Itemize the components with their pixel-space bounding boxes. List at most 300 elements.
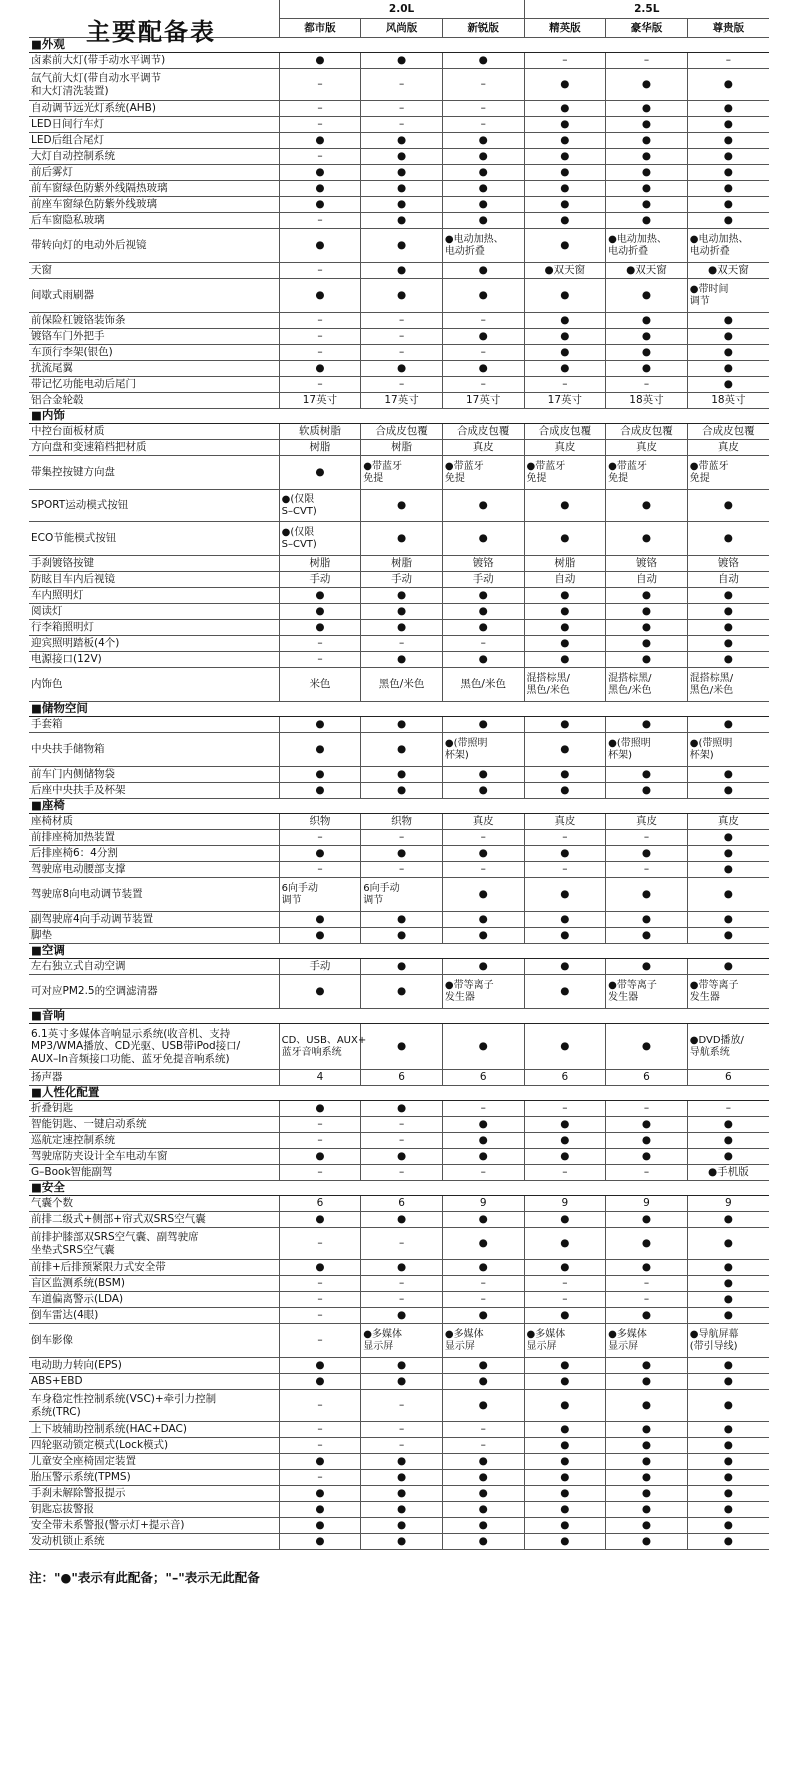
feature-value: 真皮 [524,814,606,830]
feature-value: ● [524,181,606,197]
feature-row [29,1212,769,1228]
feature-value: ● [279,1101,361,1117]
feature-label: 镀铬车门外把手 [29,329,279,345]
feature-label: 方向盘和变速箱档把材质 [29,440,279,456]
feature-value: ● [687,213,769,229]
feature-row [29,165,769,181]
feature-value: ● [606,69,688,101]
feature-value: ● [279,229,361,263]
feature-value: ● [687,830,769,846]
feature-label: 脚垫 [29,928,279,944]
feature-value: – [279,377,361,393]
feature-row [29,1149,769,1165]
feature-value: ● [524,133,606,149]
feature-row [29,1196,769,1212]
feature-row [29,1165,769,1181]
feature-value: – [361,1228,443,1260]
feature-row [29,1390,769,1422]
feature-value: ● [361,1260,443,1276]
feature-value: 自动 [687,572,769,588]
feature-label: 后座中央扶手及杯架 [29,783,279,799]
feature-value: ● [442,181,524,197]
feature-value: ● [442,767,524,783]
feature-value: ●带时间 调节 [687,279,769,313]
feature-value: 6 [687,1070,769,1086]
feature-value: ●带蓝牙 免提 [687,456,769,490]
feature-row [29,456,769,490]
feature-value: ● [524,1117,606,1133]
feature-label: 手套箱 [29,717,279,733]
feature-value: 自动 [524,572,606,588]
feature-value: 手动 [279,572,361,588]
feature-value: ● [524,1534,606,1550]
feature-value: ● [687,1292,769,1308]
feature-row [29,1292,769,1308]
feature-value: ● [361,1101,443,1117]
feature-value: – [606,377,688,393]
feature-value: 合成皮包覆 [361,424,443,440]
feature-value: ● [606,1438,688,1454]
feature-value: – [524,1292,606,1308]
feature-value: ● [361,928,443,944]
feature-value: ● [606,1518,688,1534]
feature-value: ● [524,1502,606,1518]
feature-value: ●带等离子 发生器 [442,975,524,1009]
feature-value: 6 [361,1070,443,1086]
feature-value: ● [442,490,524,522]
feature-value: ●电动加热、 电动折叠 [687,229,769,263]
feature-row [29,588,769,604]
feature-row [29,1486,769,1502]
feature-value: ● [442,1518,524,1534]
feature-value: ● [524,329,606,345]
feature-value: 4 [279,1070,361,1086]
feature-value: ● [279,1518,361,1534]
feature-label: 后排座椅6：4分割 [29,846,279,862]
feature-label: 上下坡辅助控制系统(HAC+DAC) [29,1422,279,1438]
feature-value: ● [606,846,688,862]
feature-label: 倒车影像 [29,1324,279,1358]
feature-label: 前排护膝部双SRS空气囊、副驾驶席 坐垫式SRS空气囊 [29,1228,279,1260]
section-title: ■空调 [29,944,769,959]
feature-value: ● [687,1117,769,1133]
feature-value: – [361,345,443,361]
feature-value: ● [361,846,443,862]
feature-value: ● [442,197,524,213]
feature-value: ● [606,636,688,652]
feature-value: – [606,862,688,878]
feature-value: ● [361,133,443,149]
feature-row [29,959,769,975]
feature-row [29,1454,769,1470]
feature-value: ● [606,604,688,620]
feature-row [29,1470,769,1486]
feature-value: ●(带照明 杯架) [442,733,524,767]
feature-label: 氙气前大灯(带自动水平调节 和大灯清洗装置) [29,69,279,101]
feature-value: ● [524,1374,606,1390]
feature-value: ● [524,1518,606,1534]
section-header-row [29,1181,769,1196]
feature-value: ● [279,717,361,733]
feature-row [29,69,769,101]
feature-value: ● [524,522,606,556]
feature-value: ● [279,733,361,767]
feature-row [29,846,769,862]
feature-value: 织物 [361,814,443,830]
feature-value: ● [361,652,443,668]
feature-value: – [524,1165,606,1181]
feature-value: ● [361,1518,443,1534]
feature-label: 发动机锁止系统 [29,1534,279,1550]
feature-value: ● [279,181,361,197]
feature-value: – [361,1276,443,1292]
feature-row [29,1374,769,1390]
feature-value: – [606,1165,688,1181]
feature-value: – [442,117,524,133]
feature-value: ● [279,846,361,862]
feature-value: 混搭棕黑/ 黑色/米色 [687,668,769,702]
feature-label: 行李箱照明灯 [29,620,279,636]
feature-value: ●DVD播放/ 导航系统 [687,1024,769,1070]
feature-value: ● [606,1024,688,1070]
feature-row [29,814,769,830]
feature-value: – [606,1292,688,1308]
feature-value: 9 [606,1196,688,1212]
feature-row [29,652,769,668]
trim-header: 新锐版 [442,19,524,38]
feature-value: – [361,1292,443,1308]
feature-value: ● [442,652,524,668]
feature-value: – [524,862,606,878]
feature-value: ● [687,69,769,101]
trim-header: 尊贵版 [687,19,769,38]
feature-value: ● [524,1454,606,1470]
feature-label: 卤素前大灯(带手动水平调节) [29,53,279,69]
feature-row [29,572,769,588]
feature-value: ● [524,1149,606,1165]
feature-value: ● [606,1534,688,1550]
feature-value: ●双天窗 [606,263,688,279]
feature-value: ● [361,522,443,556]
section-header-row [29,944,769,959]
feature-value: ● [524,149,606,165]
feature-row [29,213,769,229]
feature-row [29,197,769,213]
feature-value: ● [687,313,769,329]
feature-value: ● [606,1422,688,1438]
feature-value: ● [687,1374,769,1390]
feature-row [29,329,769,345]
feature-value: ● [442,1486,524,1502]
feature-value: 6 [279,1196,361,1212]
feature-value: – [361,329,443,345]
feature-value: ● [524,69,606,101]
feature-row [29,229,769,263]
feature-label: 盲区监测系统(BSM) [29,1276,279,1292]
feature-value: ● [687,1308,769,1324]
feature-value: ● [606,361,688,377]
feature-value: ● [524,1470,606,1486]
feature-value: – [361,1438,443,1454]
feature-value: ● [687,928,769,944]
feature-row [29,975,769,1009]
feature-value: ●双天窗 [687,263,769,279]
feature-value: ● [606,149,688,165]
feature-value: ● [524,117,606,133]
feature-row [29,345,769,361]
feature-label: 钥匙忘拔警报 [29,1502,279,1518]
feature-row [29,604,769,620]
feature-row [29,1422,769,1438]
feature-row [29,928,769,944]
feature-row [29,1070,769,1086]
feature-value: ● [606,1228,688,1260]
feature-label: 带记忆功能电动后尾门 [29,377,279,393]
group-2-0l: 2.0L [279,0,524,19]
feature-value: ● [687,490,769,522]
feature-value: ● [606,197,688,213]
feature-value: ● [687,1454,769,1470]
feature-value: ● [606,620,688,636]
feature-value: ● [361,1454,443,1470]
feature-value: CD、USB、AUX+ 蓝牙音响系统 [279,1024,361,1070]
feature-value: ● [361,717,443,733]
feature-label: G–Book智能副驾 [29,1165,279,1181]
trim-header: 精英版 [524,19,606,38]
feature-value: ● [524,361,606,377]
feature-value: 黑色/米色 [361,668,443,702]
feature-value: ● [606,1374,688,1390]
feature-value: ● [524,101,606,117]
feature-row [29,556,769,572]
feature-value: ● [361,1024,443,1070]
feature-value: ● [606,1212,688,1228]
feature-label: 驾驶席防夹设计全车电动车窗 [29,1149,279,1165]
feature-value: ● [361,620,443,636]
feature-value: ● [442,620,524,636]
feature-value: ● [524,846,606,862]
feature-value: ● [442,1308,524,1324]
feature-value: ● [606,1149,688,1165]
feature-value: ● [442,588,524,604]
feature-value: ● [279,1260,361,1276]
feature-value: ● [524,912,606,928]
feature-value: ● [687,1534,769,1550]
feature-value: ● [606,345,688,361]
feature-value: – [361,69,443,101]
feature-value: ● [524,1390,606,1422]
feature-value: ● [442,1149,524,1165]
feature-row [29,279,769,313]
feature-label: LED日间行车灯 [29,117,279,133]
feature-value: ● [442,878,524,912]
feature-value: ● [442,1390,524,1422]
feature-value: – [279,636,361,652]
feature-value: ● [361,181,443,197]
feature-value: – [361,1165,443,1181]
feature-label: 6.1英寸多媒体音响显示系统(收音机、支持 MP3/WMA播放、CD光驱、USB带iPod接口/ AUX–In音频接口功能、蓝牙免提音响系统) [29,1024,279,1070]
feature-value: – [361,830,443,846]
feature-value: ● [279,1212,361,1228]
feature-value: ● [606,783,688,799]
feature-label: 气囊个数 [29,1196,279,1212]
feature-label: 儿童安全座椅固定装置 [29,1454,279,1470]
feature-value: ● [442,1502,524,1518]
feature-value: – [279,1117,361,1133]
feature-value: 6 [524,1070,606,1086]
feature-value: 真皮 [606,814,688,830]
feature-label: 折叠钥匙 [29,1101,279,1117]
feature-row [29,424,769,440]
feature-label: 车道偏离警示(LDA) [29,1292,279,1308]
feature-row [29,1260,769,1276]
feature-value: ● [361,767,443,783]
feature-value: ● [442,928,524,944]
feature-value: ● [279,588,361,604]
feature-label: 前保险杠镀铬装饰条 [29,313,279,329]
feature-label: 间歇式雨刷器 [29,279,279,313]
feature-label: 前座车窗绿色防紫外线玻璃 [29,197,279,213]
feature-value: ● [687,377,769,393]
feature-value: ● [361,975,443,1009]
feature-label: 座椅材质 [29,814,279,830]
feature-value: ● [361,1470,443,1486]
feature-value: – [442,345,524,361]
feature-value: ● [361,149,443,165]
feature-row [29,1534,769,1550]
feature-value: ● [524,767,606,783]
feature-value: – [524,1276,606,1292]
feature-value: ● [524,279,606,313]
feature-value: 手动 [442,572,524,588]
feature-value: ● [442,912,524,928]
feature-row [29,313,769,329]
feature-value: ● [606,313,688,329]
feature-value: – [279,263,361,279]
feature-value: ● [442,1228,524,1260]
feature-value: ● [687,181,769,197]
feature-value: ● [279,197,361,213]
feature-value: ● [361,783,443,799]
feature-label: LED后组合尾灯 [29,133,279,149]
feature-value: ● [524,878,606,912]
feature-value: 黑色/米色 [442,668,524,702]
feature-label: ABS+EBD [29,1374,279,1390]
feature-value: – [442,1165,524,1181]
feature-value: ●(仅限 S–CVT) [279,522,361,556]
feature-value: ● [606,165,688,181]
feature-value: ● [687,1518,769,1534]
feature-label: 倒车雷达(4眼) [29,1308,279,1324]
feature-value: ●电动加热、 电动折叠 [442,229,524,263]
section-title: ■人性化配置 [29,1086,769,1101]
feature-value: 真皮 [442,440,524,456]
feature-label: 内饰色 [29,668,279,702]
feature-row [29,53,769,69]
feature-value: 真皮 [687,814,769,830]
feature-value: ● [361,197,443,213]
feature-value: ● [361,1502,443,1518]
feature-value: – [279,345,361,361]
feature-value: ● [361,213,443,229]
feature-value: ● [687,1422,769,1438]
feature-row [29,1438,769,1454]
feature-value: ● [442,717,524,733]
feature-value: – [606,1101,688,1117]
feature-value: ● [687,1133,769,1149]
feature-value: ● [524,783,606,799]
feature-label: 巡航定速控制系统 [29,1133,279,1149]
feature-value: ● [606,878,688,912]
feature-value: ● [279,53,361,69]
feature-value: – [442,101,524,117]
feature-value: ● [442,165,524,181]
feature-value: ● [687,197,769,213]
feature-value: ● [687,959,769,975]
feature-value: ● [524,604,606,620]
feature-value: ● [687,133,769,149]
feature-value: ● [687,1228,769,1260]
feature-value: – [279,1308,361,1324]
feature-value: – [442,69,524,101]
feature-value: ●(仅限 S–CVT) [279,490,361,522]
feature-value: 17英寸 [361,393,443,409]
feature-row [29,1228,769,1260]
feature-value: – [442,830,524,846]
feature-label: 中控台面板材质 [29,424,279,440]
feature-value: ● [442,1534,524,1550]
feature-value: ● [687,149,769,165]
feature-value: ● [279,1486,361,1502]
feature-value: ● [524,928,606,944]
feature-value: ● [442,783,524,799]
feature-label: 带集控按键方向盘 [29,456,279,490]
feature-value: ● [442,1133,524,1149]
feature-value: ● [687,717,769,733]
feature-value: – [442,1101,524,1117]
feature-value: ● [279,912,361,928]
feature-value: – [279,149,361,165]
feature-value: – [361,862,443,878]
feature-value: ● [524,1358,606,1374]
feature-value: ●带蓝牙 免提 [606,456,688,490]
feature-label: 铝合金轮毂 [29,393,279,409]
feature-value: – [442,1292,524,1308]
feature-value: ● [687,1358,769,1374]
feature-value: – [279,1390,361,1422]
feature-value: ● [524,1024,606,1070]
feature-value: ● [687,636,769,652]
feature-label: 前后雾灯 [29,165,279,181]
feature-value: – [442,1276,524,1292]
feature-value: ● [279,1374,361,1390]
feature-row [29,862,769,878]
feature-value: ● [606,522,688,556]
feature-value: ● [279,1534,361,1550]
feature-value: 镀铬 [442,556,524,572]
trim-header: 都市版 [279,19,361,38]
feature-value: ● [361,1358,443,1374]
feature-row [29,1024,769,1070]
feature-value: – [606,1276,688,1292]
feature-value: – [279,313,361,329]
feature-value: ●带蓝牙 免提 [442,456,524,490]
feature-value: ●多媒体 显示屏 [442,1324,524,1358]
feature-label: 扬声器 [29,1070,279,1086]
feature-value: – [524,377,606,393]
feature-value: – [279,862,361,878]
feature-label: 电动助力转向(EPS) [29,1358,279,1374]
